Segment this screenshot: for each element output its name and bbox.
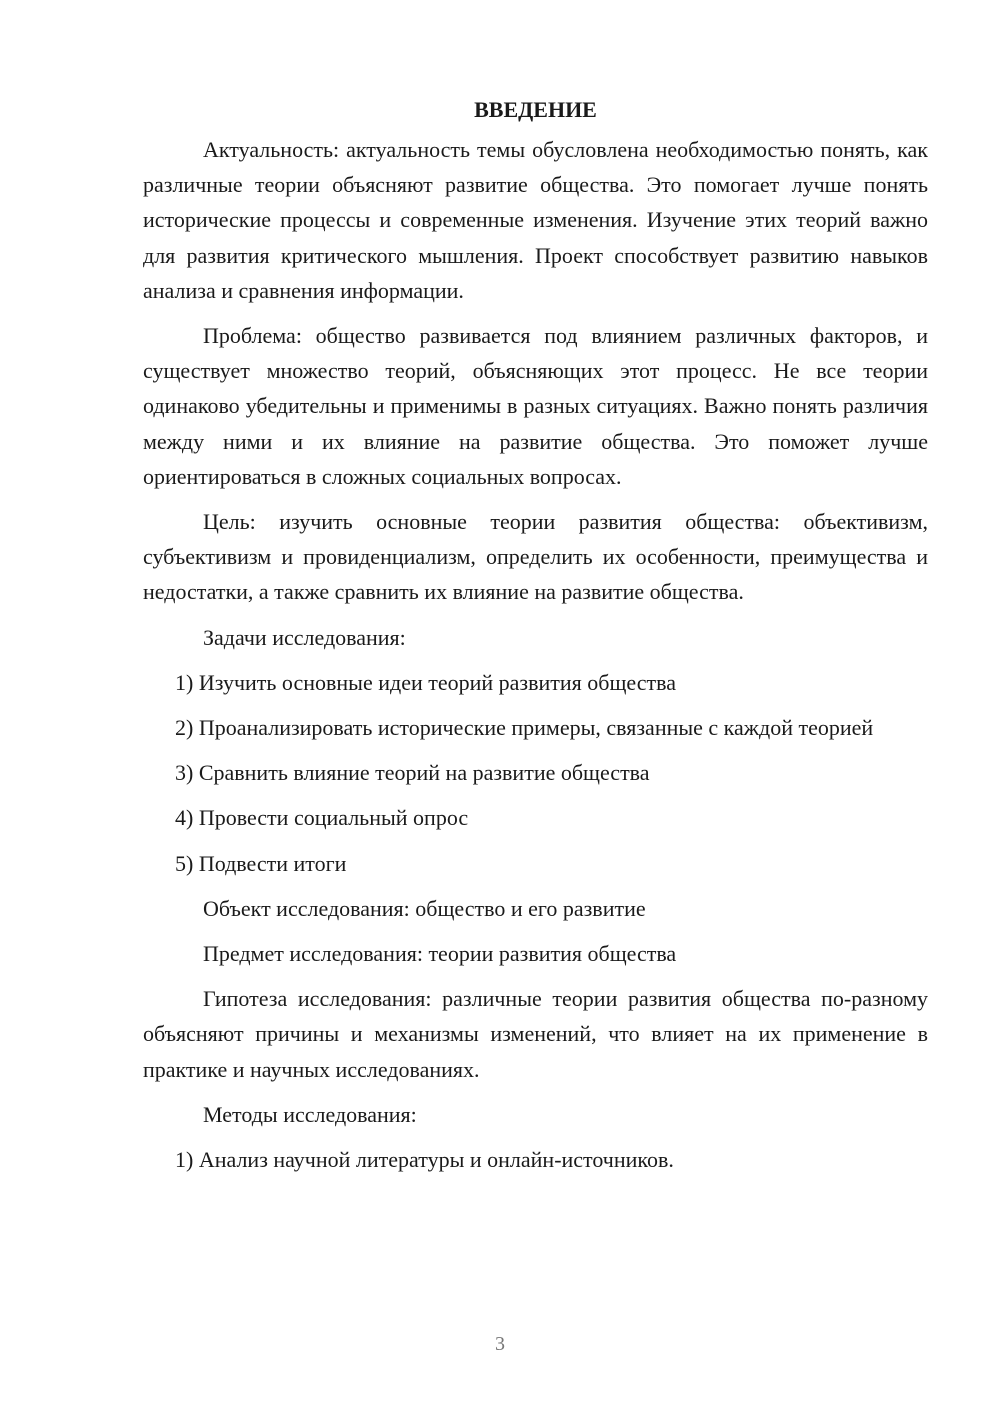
methods-heading: Методы исследования: — [203, 1101, 417, 1127]
subject-paragraph: Предмет исследования: теории развития общества — [203, 941, 677, 967]
problem-paragraph: Проблема: общество развивается под влиянием различных факторов, и существует множество теорий, объясняющих этот процесс. Не все теории одинаково убедительны и применимы в разных ситуациях. Важно понять различия между ними и их влияние на развитие общества. Это поможет лучше ориентироваться в сложных социальных вопросах. — [143, 323, 928, 489]
task-item-4: 4) Провести социальный опрос — [175, 805, 469, 831]
document-page — [143, 92, 928, 1187]
task-item-5: 5) Подвести итоги — [175, 850, 347, 876]
page-number: 3 — [495, 1333, 505, 1355]
hypothesis-paragraph: Гипотеза исследования: различные теории развития общества по-разному объясняют причины и механизмы изменений, что влияет на их применение в практике и научных исследованиях. — [143, 986, 928, 1082]
goal-paragraph: Цель: изучить основные теории развития общества: объективизм, субъективизм и провиденциализм, определить их особенности, преимущества и недостатки, а также сравнить их влияние на развитие общества. — [143, 509, 928, 605]
page-title: ВВЕДЕНИЕ — [474, 97, 597, 122]
relevance-paragraph: Актуальность: актуальность темы обусловлена необходимостью понять, как различные теории объясняют развитие общества. Это помогает лучше понять исторические процессы и современные изменения. Изучение этих теорий важно для развития критического мышления. Проект способствует развитию навыков анализа и сравнения информации. — [143, 137, 928, 303]
task-item-2: 2) Проанализировать исторические примеры, связанные с каждой теорией — [175, 715, 874, 741]
task-item-3: 3) Сравнить влияние теорий на развитие общества — [175, 760, 650, 786]
method-item-1: 1) Анализ научной литературы и онлайн-источников. — [175, 1147, 674, 1173]
task-item-1: 1) Изучить основные идеи теорий развития общества — [175, 669, 676, 695]
object-paragraph: Объект исследования: общество и его развитие — [203, 895, 646, 921]
tasks-heading: Задачи исследования: — [203, 624, 406, 650]
